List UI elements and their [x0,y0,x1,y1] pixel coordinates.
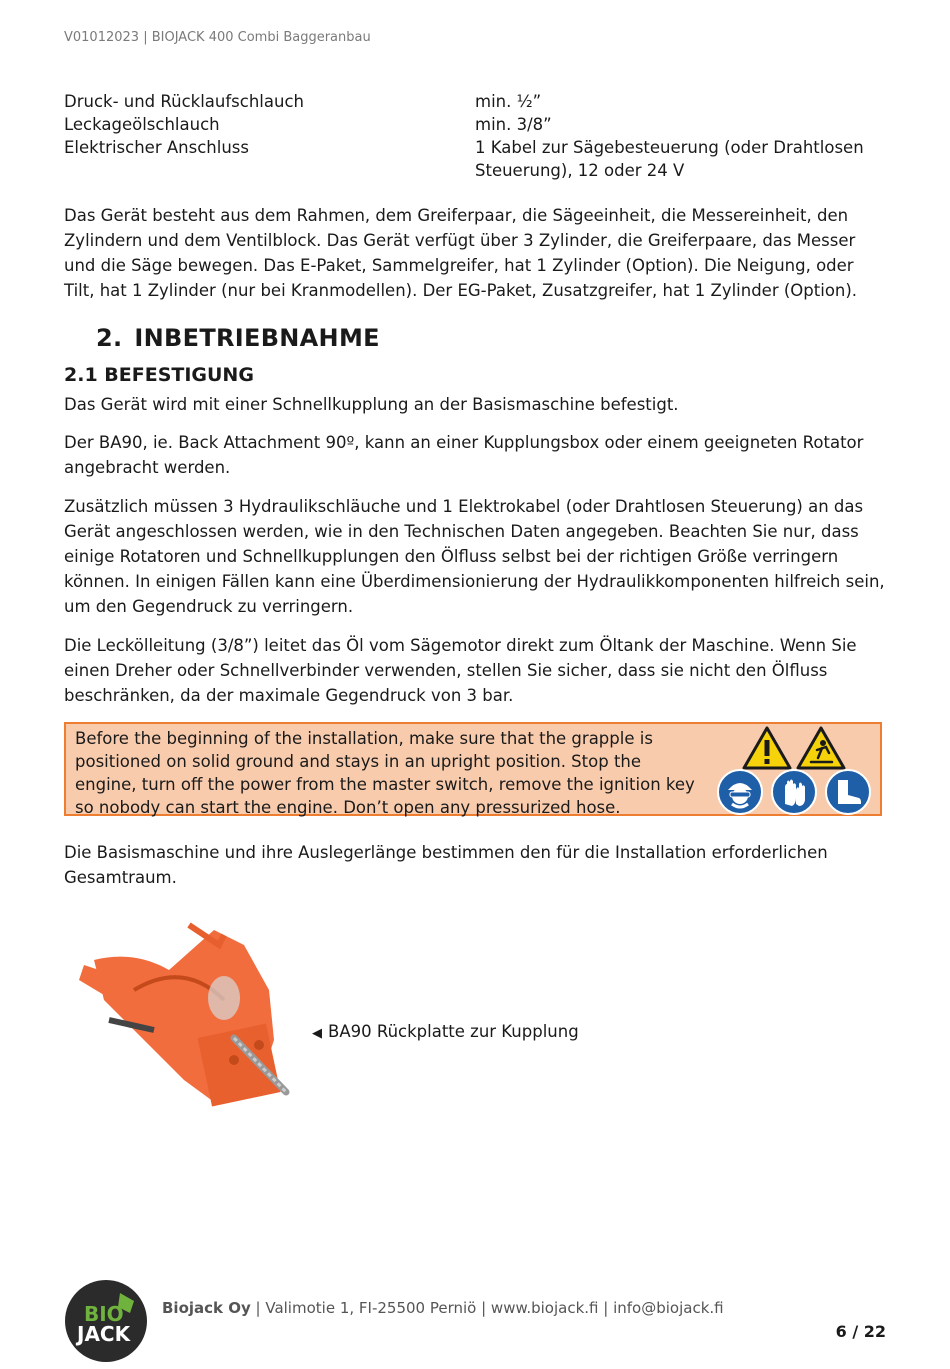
ba90-back-plate-image [74,920,294,1110]
footer-company: Biojack Oy [162,1299,251,1317]
logo-top-text: BIO [84,1302,124,1326]
page-number: 6 / 22 [835,1322,886,1341]
section-heading [96,324,380,352]
warning-triangle-icon [742,726,792,770]
subsection-heading: 2.1 BEFESTIGUNG [64,364,254,386]
falling-hazard-icon [796,726,846,770]
paragraph: Die Leckölleitung (3/8”) leitet das Öl vom Sägemotor direkt zum Öltank der Maschine. Wenn Sie einen Dreher oder Schnellverbinder verwenden, stellen Sie sicher, dass sie nicht den Ölfluss beschränken, da der maximale Gegendruck von 3 bar. [64,636,857,705]
warning-text: Before the beginning of the installation, make sure that the grapple is positioned on solid ground and stays in an upright position. Stop the engine, turn off the power from the master switch, remove the ignition key so nobody can start the engine. Don’t open any pressurized hose. [75,729,695,817]
spec-value: 1 Kabel zur Sägebesteuerung (oder Drahtlosen Steuerung), 12 oder 24 V [475,138,864,180]
caret-left-icon: ◀ [312,1026,322,1041]
spec-value: min. 3/8” [475,115,552,134]
footer-contact [162,1299,724,1317]
image-caption [312,1022,579,1041]
head-protection-icon [716,768,764,816]
intro-paragraph: Das Gerät besteht aus dem Rahmen, dem Greiferpaar, die Sägeeinheit, die Messereinheit, den Zylindern und dem Ventilblock. Das Gerät verfügt über 3 Zylinder, die Greiferpaare, das Messer und die Säge bewegen. Das E-Paket, Sammelgreifer, hat 1 Zylinder (Option). Die Neigung, oder Tilt, hat 1 Zylinder (nur bei Kranmodellen). Der EG-Paket, Zusatzgreifer, hat 1 Zylinder (Option). [64,206,858,300]
logo-bottom-text: JACK [77,1322,131,1346]
spec-value: min. ½” [475,92,542,111]
warning-box [64,722,882,816]
safety-boots-icon [824,768,872,816]
caption-text: BA90 Rückplatte zur Kupplung [328,1022,579,1041]
document-header: V01012023 | BIOJACK 400 Combi Baggeranbau [64,30,371,45]
paragraph: Zusätzlich müssen 3 Hydraulikschläuche und 1 Elektrokabel (oder Drahtlosen Steuerung) an das Gerät angeschlossen werden, wie in den Technischen Daten angegeben. Beachten Sie nur, dass einige Rotatoren und Schnellkupplungen den Ölfluss selbst bei der richtigen Größe verringern können. In einigen Fällen kann eine Überdimensionierung der Hydraulikkomponenten hilfreich sein, um den Gegendruck zu verringern. [64,497,885,616]
footer-details: | Valimotie 1, FI-25500 Perniö | www.biojack.fi | info@biojack.fi [250,1299,724,1317]
spec-label: Druck- und Rücklaufschlauch [64,92,304,111]
spec-label: Elektrischer Anschluss [64,138,249,157]
installation-paragraph: Die Basismaschine und ihre Auslegerlänge bestimmen den für die Installation erforderlichen Gesamtraum. [64,843,828,887]
biojack-logo [64,1279,148,1363]
section-number: 2. [96,324,123,352]
paragraph: Der BA90, ie. Back Attachment 90º, kann an einer Kupplungsbox oder einem geeigneten Rotator angebracht werden. [64,433,864,477]
spec-label: Leckageölschlauch [64,115,220,134]
paragraph: Das Gerät wird mit einer Schnellkupplung an der Basismaschine befestigt. [64,395,679,414]
gloves-icon [770,768,818,816]
section-title: INBETRIEBNAHME [134,324,380,352]
